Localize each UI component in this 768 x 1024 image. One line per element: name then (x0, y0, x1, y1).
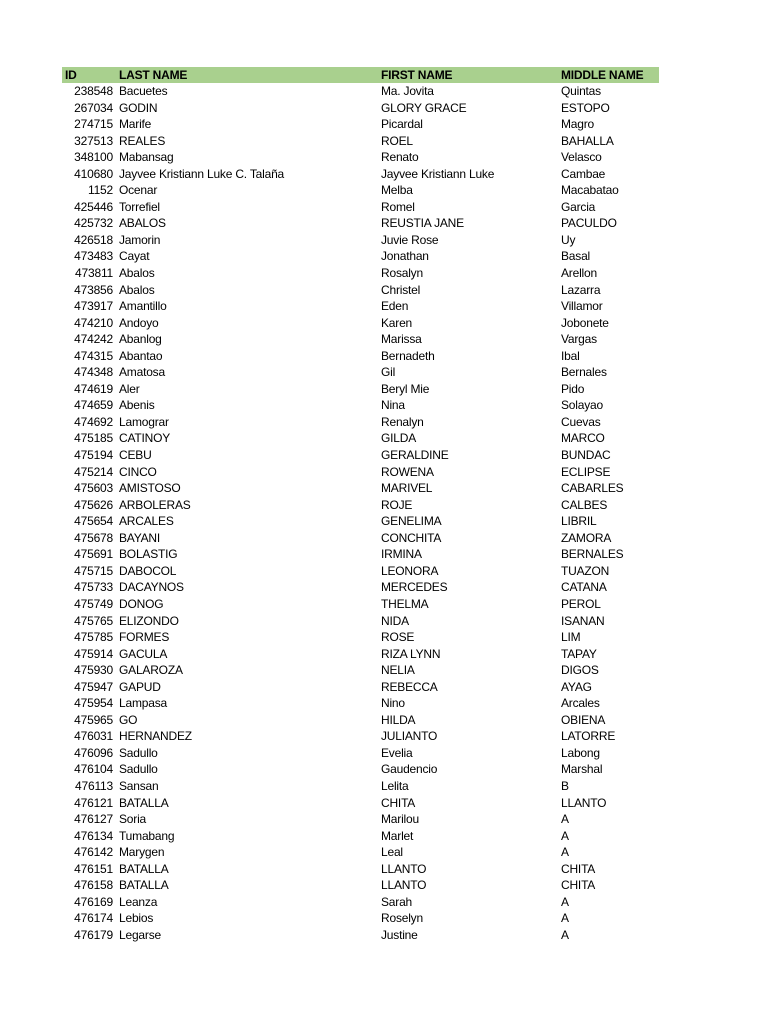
cell-last-name: Abalos (119, 282, 155, 297)
cell-last-name: FORMES (119, 630, 170, 645)
cell-last-name: GAPUD (119, 679, 161, 694)
cell-first-name: GERALDINE (381, 448, 449, 463)
cell-first-name: CHITA (381, 795, 416, 810)
cell-first-name: Marlet (381, 828, 414, 843)
table-row (62, 579, 659, 596)
cell-first-name: Bernadeth (381, 348, 435, 363)
table-row (62, 828, 659, 845)
cell-first-name: Rosalyn (381, 266, 423, 281)
table-row (62, 795, 659, 812)
cell-id: 475214 (74, 464, 113, 479)
cell-id: 474315 (74, 348, 113, 363)
cell-id: 475603 (74, 481, 113, 496)
cell-middle-name: ECLIPSE (561, 464, 611, 479)
cell-first-name: Nino (381, 696, 405, 711)
cell-id: 476179 (74, 927, 113, 942)
cell-id: 475185 (74, 431, 113, 446)
name-table (62, 67, 659, 943)
cell-middle-name: Solayao (561, 398, 603, 413)
table-row (62, 530, 659, 547)
cell-middle-name: OBIENA (561, 712, 606, 727)
table-row (62, 844, 659, 861)
cell-id: 475914 (74, 646, 113, 661)
cell-first-name: HILDA (381, 712, 416, 727)
cell-first-name: Romel (381, 199, 415, 214)
cell-id: 475785 (74, 630, 113, 645)
table-row (62, 265, 659, 282)
cell-first-name: GENELIMA (381, 514, 442, 529)
table-row (62, 364, 659, 381)
table-row (62, 563, 659, 580)
table-row (62, 910, 659, 927)
header-id: ID (65, 68, 77, 82)
cell-last-name: REALES (119, 133, 166, 148)
cell-id: 474692 (74, 414, 113, 429)
cell-last-name: BAYANI (119, 530, 161, 545)
cell-first-name: Eden (381, 299, 409, 314)
cell-last-name: GACULA (119, 646, 168, 661)
cell-last-name: BATALLA (119, 878, 169, 893)
cell-middle-name: AYAG (561, 679, 592, 694)
cell-middle-name: TUAZON (561, 563, 610, 578)
table-row (62, 811, 659, 828)
cell-last-name: Abalos (119, 266, 155, 281)
cell-first-name: Jonathan (381, 249, 429, 264)
cell-first-name: Karen (381, 315, 413, 330)
cell-last-name: GO (119, 712, 138, 727)
table-row (62, 712, 659, 729)
cell-last-name: ARBOLERAS (119, 497, 191, 512)
table-header-row (62, 67, 659, 83)
table-row (62, 728, 659, 745)
cell-id: 426518 (74, 232, 113, 247)
cell-id: 1152 (87, 183, 113, 198)
cell-middle-name: PEROL (561, 596, 601, 611)
cell-middle-name: CHITA (561, 878, 596, 893)
table-row (62, 166, 659, 183)
cell-last-name: CATINOY (119, 431, 171, 446)
cell-last-name: BATALLA (119, 861, 169, 876)
cell-id: 474242 (74, 332, 113, 347)
cell-first-name: Christel (381, 282, 421, 297)
cell-middle-name: Villamor (561, 299, 603, 314)
cell-middle-name: ZAMORA (561, 530, 612, 545)
cell-first-name: Beryl Mie (381, 381, 430, 396)
cell-middle-name: A (561, 828, 569, 843)
cell-id: 476127 (74, 812, 113, 827)
cell-first-name: REBECCA (381, 679, 438, 694)
cell-middle-name: Bernales (561, 365, 607, 380)
table-row (62, 861, 659, 878)
cell-last-name: Amantillo (119, 299, 167, 314)
table-row (62, 348, 659, 365)
cell-first-name: REUSTIA JANE (381, 216, 464, 231)
cell-last-name: Lebios (119, 911, 154, 926)
cell-middle-name: Ibal (561, 348, 580, 363)
cell-last-name: DONOG (119, 596, 164, 611)
cell-id: 475765 (74, 613, 113, 628)
cell-id: 476174 (74, 911, 113, 926)
cell-id: 475749 (74, 596, 113, 611)
table-row (62, 745, 659, 762)
cell-middle-name: Cambae (561, 166, 606, 181)
cell-id: 475678 (74, 530, 113, 545)
cell-last-name: CEBU (119, 448, 152, 463)
cell-id: 473483 (74, 249, 113, 264)
cell-first-name: NELIA (381, 663, 415, 678)
cell-first-name: Sarah (381, 894, 413, 909)
cell-id: 474348 (74, 365, 113, 380)
cell-first-name: IRMINA (381, 547, 422, 562)
cell-middle-name: Vargas (561, 332, 597, 347)
table-row (62, 248, 659, 265)
table-row (62, 877, 659, 894)
table-row (62, 546, 659, 563)
cell-first-name: Lelita (381, 778, 409, 793)
cell-first-name: ROWENA (381, 464, 434, 479)
cell-first-name: Gil (381, 365, 396, 380)
table-row (62, 613, 659, 630)
cell-id: 474619 (74, 381, 113, 396)
cell-id: 476142 (74, 845, 113, 860)
table-row (62, 679, 659, 696)
table-row (62, 199, 659, 216)
header-middle-name: MIDDLE NAME (561, 68, 644, 82)
cell-middle-name: ESTOPO (561, 100, 610, 115)
table-row (62, 497, 659, 514)
cell-id: 475965 (74, 712, 113, 727)
cell-id: 476031 (74, 729, 113, 744)
cell-middle-name: Magro (561, 117, 595, 132)
cell-first-name: THELMA (381, 596, 429, 611)
cell-middle-name: DIGOS (561, 663, 599, 678)
cell-id: 475930 (74, 663, 113, 678)
cell-middle-name: Lazarra (561, 282, 601, 297)
table-row (62, 397, 659, 414)
cell-middle-name: CATANA (561, 580, 607, 595)
cell-first-name: Nina (381, 398, 405, 413)
cell-id: 473811 (75, 266, 113, 281)
cell-id: 327513 (74, 133, 113, 148)
cell-middle-name: Basal (561, 249, 591, 264)
cell-last-name: HERNANDEZ (119, 729, 192, 744)
cell-last-name: Leanza (119, 894, 158, 909)
cell-last-name: Andoyo (119, 315, 159, 330)
cell-last-name: Ocenar (119, 183, 158, 198)
cell-first-name: CONCHITA (381, 530, 442, 545)
cell-middle-name: BUNDAC (561, 448, 611, 463)
cell-middle-name: A (561, 812, 569, 827)
cell-id: 410680 (74, 166, 113, 181)
cell-last-name: Abenis (119, 398, 155, 413)
cell-last-name: Cayat (119, 249, 150, 264)
cell-last-name: AMISTOSO (119, 481, 181, 496)
cell-id: 475691 (74, 547, 113, 562)
cell-middle-name: LIBRIL (561, 514, 597, 529)
cell-first-name: Renato (381, 150, 419, 165)
cell-middle-name: PACULDO (561, 216, 617, 231)
table-row (62, 182, 659, 199)
cell-last-name: BOLASTIG (119, 547, 178, 562)
cell-first-name: Roselyn (381, 911, 423, 926)
cell-id: 476121 (74, 795, 113, 810)
cell-id: 475626 (74, 497, 113, 512)
cell-last-name: Jayvee Kristiann Luke C. Talaña (119, 166, 285, 181)
table-row (62, 430, 659, 447)
cell-last-name: Lampasa (119, 696, 167, 711)
cell-first-name: Picardal (381, 117, 423, 132)
table-row (62, 232, 659, 249)
cell-id: 474210 (74, 315, 113, 330)
table-row (62, 282, 659, 299)
cell-id: 476134 (74, 828, 113, 843)
cell-middle-name: A (561, 911, 569, 926)
cell-first-name: MARIVEL (381, 481, 433, 496)
cell-last-name: ELIZONDO (119, 613, 179, 628)
header-last-name: LAST NAME (119, 68, 188, 82)
cell-first-name: LEONORA (381, 563, 439, 578)
table-row (62, 331, 659, 348)
cell-id: 476096 (74, 745, 113, 760)
header-first-name: FIRST NAME (381, 68, 453, 82)
cell-middle-name: Quintas (561, 84, 601, 98)
table-row (62, 778, 659, 795)
table-row (62, 100, 659, 117)
cell-first-name: NIDA (381, 613, 409, 628)
table-row (62, 149, 659, 166)
table-row (62, 83, 659, 100)
cell-id: 476113 (75, 778, 113, 793)
table-row (62, 629, 659, 646)
table-row (62, 464, 659, 481)
cell-last-name: Abanlog (119, 332, 162, 347)
cell-last-name: BATALLA (119, 795, 169, 810)
cell-first-name: Justine (381, 927, 418, 942)
cell-middle-name: ISANAN (561, 613, 605, 628)
cell-middle-name: Pido (561, 381, 585, 396)
cell-id: 475954 (74, 696, 113, 711)
cell-last-name: Lamograr (119, 414, 169, 429)
cell-id: 425446 (74, 199, 113, 214)
cell-first-name: Gaudencio (381, 762, 438, 777)
cell-id: 476169 (74, 894, 113, 909)
cell-middle-name: BAHALLA (561, 133, 614, 148)
cell-first-name: Renalyn (381, 414, 424, 429)
cell-last-name: Bacuetes (119, 84, 168, 98)
table-row (62, 315, 659, 332)
cell-id: 348100 (74, 150, 113, 165)
cell-middle-name: CABARLES (561, 481, 624, 496)
table-row (62, 662, 659, 679)
cell-last-name: DACAYNOS (119, 580, 184, 595)
cell-last-name: Marygen (119, 845, 165, 860)
cell-first-name: ROJE (381, 497, 413, 512)
cell-id: 238548 (74, 84, 113, 98)
cell-middle-name: LIM (561, 630, 581, 645)
table-row (62, 761, 659, 778)
table-row (62, 646, 659, 663)
table-row (62, 927, 659, 944)
cell-middle-name: B (561, 778, 569, 793)
cell-first-name: GLORY GRACE (381, 100, 467, 115)
cell-middle-name: Garcia (561, 199, 596, 214)
cell-middle-name: Uy (561, 232, 576, 247)
cell-first-name: MERCEDES (381, 580, 448, 595)
cell-last-name: Mabansag (119, 150, 174, 165)
table-body (62, 83, 659, 943)
cell-last-name: Soria (119, 812, 147, 827)
cell-id: 475947 (74, 679, 113, 694)
cell-last-name: Marife (119, 117, 152, 132)
cell-id: 475654 (74, 514, 113, 529)
cell-middle-name: Arcales (561, 696, 600, 711)
cell-last-name: Torrefiel (119, 199, 160, 214)
cell-first-name: Leal (381, 845, 403, 860)
cell-last-name: Legarse (119, 927, 161, 942)
cell-id: 475194 (74, 448, 113, 463)
cell-first-name: RIZA LYNN (381, 646, 441, 661)
cell-middle-name: CHITA (561, 861, 596, 876)
cell-middle-name: A (561, 845, 569, 860)
cell-first-name: Marissa (381, 332, 422, 347)
table-row (62, 414, 659, 431)
cell-id: 476151 (74, 861, 113, 876)
cell-last-name: ABALOS (119, 216, 166, 231)
cell-first-name: GILDA (381, 431, 417, 446)
cell-last-name: Sansan (119, 778, 159, 793)
table-row (62, 447, 659, 464)
cell-last-name: Sadullo (119, 762, 158, 777)
cell-middle-name: Velasco (561, 150, 602, 165)
cell-middle-name: Arellon (561, 266, 597, 281)
cell-last-name: Aler (119, 381, 140, 396)
cell-middle-name: LATORRE (561, 729, 616, 744)
cell-last-name: Jamorin (119, 232, 161, 247)
table-row (62, 133, 659, 150)
cell-middle-name: Labong (561, 745, 600, 760)
table-row (62, 116, 659, 133)
cell-first-name: Juvie Rose (381, 232, 439, 247)
cell-id: 476158 (74, 878, 113, 893)
cell-id: 473856 (74, 282, 113, 297)
table-row (62, 215, 659, 232)
cell-first-name: Marilou (381, 812, 419, 827)
cell-middle-name: Jobonete (561, 315, 609, 330)
cell-last-name: GODIN (119, 100, 158, 115)
table-row (62, 695, 659, 712)
cell-last-name: Tumabang (119, 828, 175, 843)
cell-last-name: GALAROZA (119, 663, 183, 678)
table-row (62, 894, 659, 911)
cell-id: 425732 (74, 216, 113, 231)
cell-id: 475715 (74, 563, 113, 578)
cell-id: 473917 (74, 299, 113, 314)
cell-id: 274715 (74, 117, 113, 132)
cell-first-name: JULIANTO (381, 729, 438, 744)
cell-middle-name: TAPAY (561, 646, 597, 661)
cell-id: 475733 (74, 580, 113, 595)
cell-middle-name: Cuevas (561, 414, 601, 429)
cell-last-name: Amatosa (119, 365, 165, 380)
cell-id: 474659 (74, 398, 113, 413)
cell-last-name: DABOCOL (119, 563, 177, 578)
table-row (62, 381, 659, 398)
cell-last-name: Sadullo (119, 745, 158, 760)
cell-first-name: ROEL (381, 133, 413, 148)
cell-first-name: Ma. Jovita (381, 84, 434, 98)
cell-middle-name: MARCO (561, 431, 605, 446)
table-row (62, 298, 659, 315)
cell-first-name: LLANTO (381, 861, 427, 876)
cell-middle-name: A (561, 894, 569, 909)
cell-last-name: ARCALES (119, 514, 174, 529)
cell-id: 476104 (74, 762, 113, 777)
cell-middle-name: BERNALES (561, 547, 624, 562)
table-row (62, 480, 659, 497)
table-row (62, 513, 659, 530)
cell-first-name: ROSE (381, 630, 415, 645)
cell-middle-name: Macabatao (561, 183, 619, 198)
cell-last-name: CINCO (119, 464, 157, 479)
cell-first-name: LLANTO (381, 878, 427, 893)
cell-middle-name: A (561, 927, 569, 942)
table-row (62, 596, 659, 613)
cell-id: 267034 (74, 100, 113, 115)
cell-first-name: Melba (381, 183, 413, 198)
cell-first-name: Jayvee Kristiann Luke (381, 166, 495, 181)
cell-first-name: Evelia (381, 745, 413, 760)
cell-last-name: Abantao (119, 348, 163, 363)
cell-middle-name: LLANTO (561, 795, 607, 810)
cell-middle-name: CALBES (561, 497, 608, 512)
cell-middle-name: Marshal (561, 762, 603, 777)
